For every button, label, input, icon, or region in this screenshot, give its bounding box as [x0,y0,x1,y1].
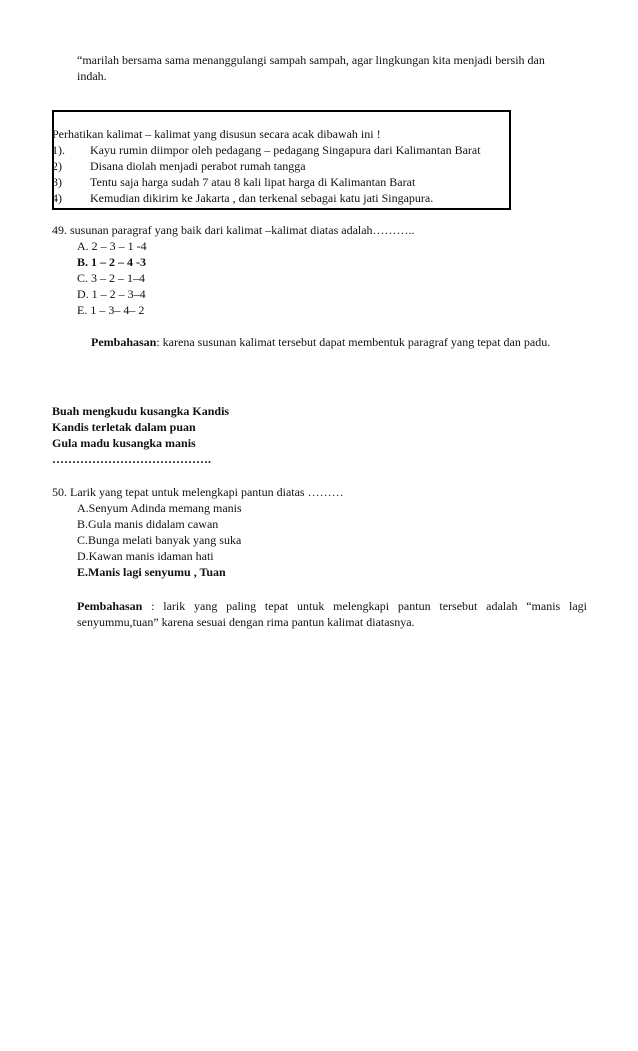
q49-option-e: E. 1 – 3– 4– 2 [77,303,145,317]
q50-explanation-line-1 [77,598,587,614]
explanation-text: : larik yang paling tepat untuk melengkapi pantun tersebut adalah “manis lagi [151,599,587,613]
q49-explanation [91,334,550,350]
box-item-text: Kayu rumin diimpor oleh pedagang – pedagang Singapura dari Kalimantan Barat [90,143,481,157]
question-50: 50. Larik yang tepat untuk melengkapi pantun diatas ……… [52,485,344,499]
box-heading: Perhatikan kalimat – kalimat yang disusun secara acak dibawah ini ! [52,127,381,141]
box-item-number: 4) [52,191,62,205]
question-49: 49. susunan paragraf yang baik dari kalimat –kalimat diatas adalah……….. [52,223,415,237]
box-item-number: 3) [52,175,62,189]
pantun-line-2: Kandis terletak dalam puan [52,420,196,434]
intro-line-1: “marilah bersama sama menanggulangi sampah sampah, agar lingkungan kita menjadi bersih dan [77,53,545,67]
q50-option-e: E.Manis lagi senyumu , Tuan [77,565,226,579]
intro-line-2: indah. [77,69,107,83]
q50-option-c: C.Bunga melati banyak yang suka [77,533,242,547]
box-item-text: Kemudian dikirim ke Jakarta , dan terkenal sebagai katu jati Singapura. [90,191,434,205]
pantun-line-1: Buah mengkudu kusangka Kandis [52,404,230,418]
pantun-line-3: Gula madu kusangka manis [52,436,196,450]
q49-option-d: D. 1 – 2 – 3–4 [77,287,146,301]
box-item-text: Disana diolah menjadi perabot rumah tangga [90,159,306,173]
q49-option-c: C. 3 – 2 – 1–4 [77,271,146,285]
box-item-number: 2) [52,159,62,173]
q49-option-b: B. 1 – 2 – 4 -3 [77,255,146,269]
explanation-label: Pembahasan [91,335,157,349]
explanation-text: : karena susunan kalimat tersebut dapat membentuk paragraf yang tepat dan padu. [156,335,551,349]
q50-option-d: D.Kawan manis idaman hati [77,549,214,563]
pantun-line-4: …………………………………. [52,452,211,466]
box-item-number: 1). [52,143,65,157]
q49-option-a: A. 2 – 3 – 1 -4 [77,239,147,253]
explanation-label: Pembahasan [77,599,143,613]
q50-option-a: A.Senyum Adinda memang manis [77,501,242,515]
q50-option-b: B.Gula manis didalam cawan [77,517,219,531]
box-item-text: Tentu saja harga sudah 7 atau 8 kali lipat harga di Kalimantan Barat [90,175,416,189]
q50-explanation-line-2: senyummu,tuan” karena sesuai dengan rima pantun kalimat diatasnya. [77,615,415,629]
